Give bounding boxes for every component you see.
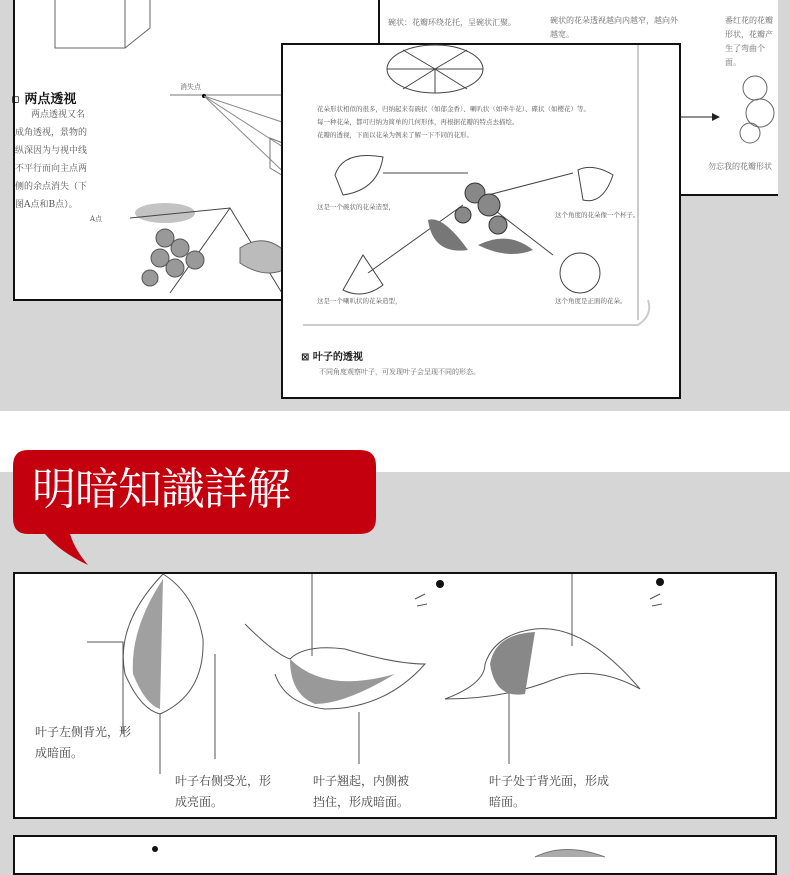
front-book-page [281, 43, 681, 399]
caption: 碗状：花瓣环绕花托，呈碗状汇聚。 [388, 18, 516, 27]
handwritten-line: 花朵形状相似的很多，归纳起来有碗状（如郁金香）、喇叭状（如牵牛花）、碟状（如樱花）等。 [317, 105, 590, 113]
leaf-shading-panel [13, 572, 777, 819]
caption: 勿忘我的花瓣形状 [708, 162, 772, 171]
handwritten-note: 这是一个喇叭状的花朵造型， [317, 297, 402, 305]
sun-icon [656, 578, 664, 586]
body-text [15, 106, 103, 214]
body-line: 不平行而向主点两 [15, 164, 88, 174]
body-line: 成角透视，景物的 [15, 128, 88, 138]
a-point-label: A点 [90, 215, 103, 223]
sun-icon [436, 580, 444, 588]
body-line: 图A点和B点）。 [15, 200, 78, 210]
section-heading: ⊠ 叶子的透视 [301, 352, 363, 363]
handwritten-line: 花瓣的透视，下面以花朵为例来了解一下不同的花形。 [317, 131, 473, 139]
leaf-label: 叶子右侧受光，形 成亮面。 [175, 774, 272, 809]
handwritten-intro [317, 103, 627, 142]
handwritten-note: 这是一个碗状的花朵造型， [317, 203, 395, 211]
arrow-icon [680, 112, 720, 122]
section-heading: ▫ 两点透视 [11, 92, 77, 107]
box-sketch [35, 0, 175, 58]
handwritten-line: 每一种花朵，都可归纳为简单的几何形体，再根据花瓣的特点去描绘。 [317, 118, 519, 126]
caption: 番红花的花瓣形状，花瓣产生了弯曲个面。 [725, 16, 773, 67]
body-line: 两点透视又名 [31, 110, 86, 120]
caption: 碗状的花朵透视越向内越窄，越向外越宽。 [550, 16, 678, 39]
vanishing-point-label: 消失点 [180, 83, 201, 91]
next-panel [13, 835, 777, 875]
section-body: 不同角度观察叶子，可发现叶子会呈现不同的形态。 [319, 368, 480, 376]
handwritten-note: 这个角度是正面的花朵。 [555, 297, 627, 305]
leaf-label: 叶子左侧背光，形 成暗面。 [35, 725, 132, 760]
sketch-fragment [15, 837, 775, 857]
flower-sketch [730, 68, 780, 153]
handwritten-note: 这个角度的花朵像一个杯子。 [555, 211, 640, 219]
leaf-label: 叶子处于背光面，形成 暗面。 [489, 774, 610, 809]
leaf-label: 叶子翘起，内侧被 挡住，形成暗面。 [313, 774, 410, 809]
body-line: 侧的余点消失（下 [15, 182, 88, 192]
body-line: 纵深因为与视中线 [15, 146, 88, 156]
banner-title: 明暗知識詳解 [32, 464, 290, 515]
heading-text: 叶子的透视 [312, 352, 363, 363]
heading-text: 两点透视 [24, 92, 77, 107]
